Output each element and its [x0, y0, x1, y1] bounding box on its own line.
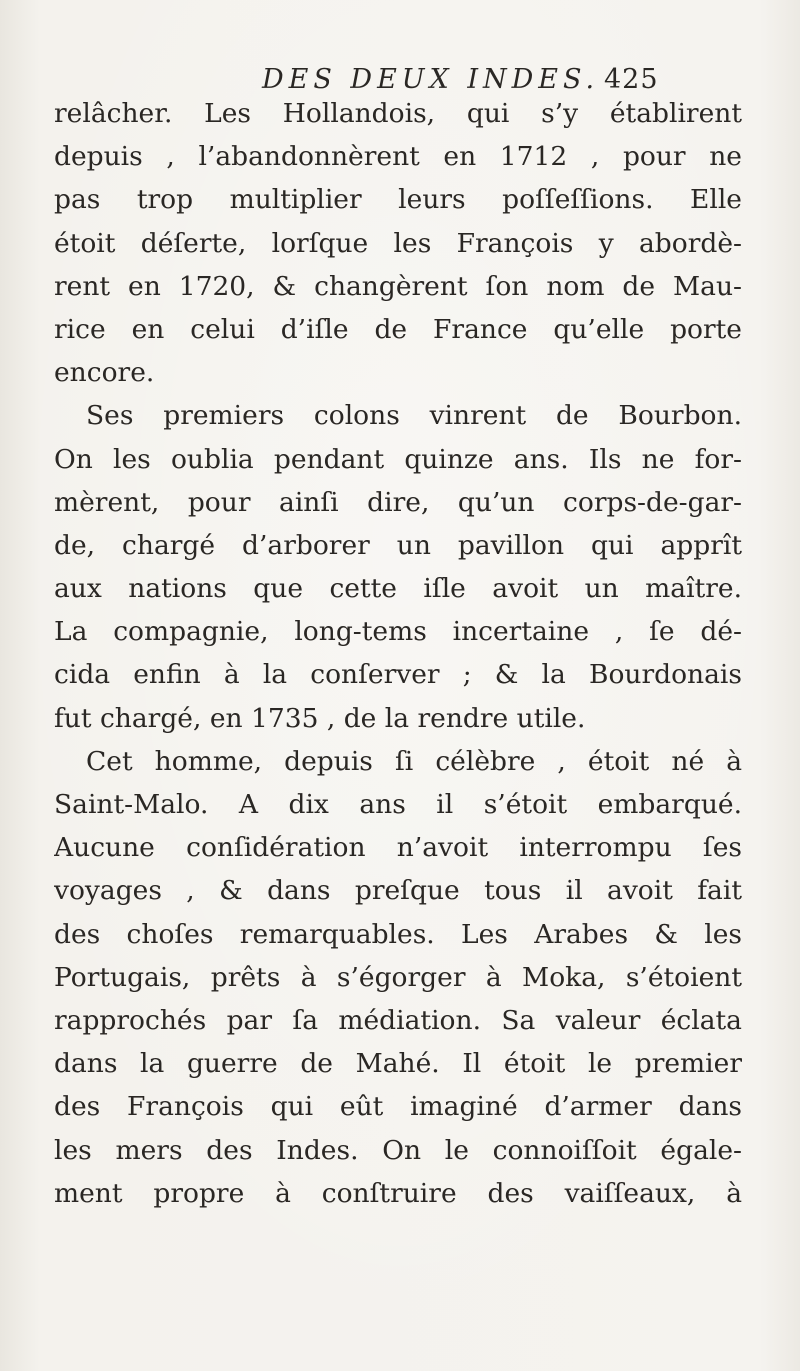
text-line: fut chargé, en 1735 , de la rendre utile.	[54, 702, 586, 734]
text-line: étoit déſerte, lorſque les François y abordè-	[54, 227, 742, 259]
body-text	[54, 92, 742, 1215]
page-number: 425	[604, 64, 659, 95]
text-line: La compagnie, long-tems incertaine , ſe dé-	[54, 616, 742, 648]
text-line: pas trop multiplier leurs poſſeſſions. Elle	[54, 184, 742, 216]
text-line: Portugais, prêts à s’égorger à Moka, s’étoient	[54, 961, 742, 993]
text-line: des François qui eût imaginé d’armer dans	[54, 1091, 742, 1123]
running-title: DES DEUX INDES.	[262, 64, 600, 95]
text-line: des choſes remarquables. Les Arabes & les	[54, 918, 742, 950]
text-line: rent en 1720, & changèrent ſon nom de Mau-	[54, 270, 742, 302]
text-line: Aucune conſidération n’avoit interrompu ſes	[54, 832, 742, 864]
text-line: Cet homme, depuis ſi célèbre , étoit né à	[86, 745, 742, 777]
text-line: Ses premiers colons vinrent de Bourbon.	[86, 400, 742, 432]
text-line: aux nations que cette iſle avoit un maître.	[54, 573, 742, 605]
text-line: rapprochés par ſa médiation. Sa valeur éclata	[54, 1004, 742, 1036]
text-line: encore.	[54, 357, 155, 389]
text-line: voyages , & dans preſque tous il avoit fait	[54, 875, 742, 907]
text-line: Saint-Malo. A dix ans il s’étoit embarqué.	[54, 789, 742, 820]
text-line: de, chargé d’arborer un pavillon qui apprît	[54, 529, 742, 561]
text-line: dans la guerre de Mahé. Il étoit le premier	[54, 1048, 742, 1080]
text-line: cida enfin à la conſerver ; & la Bourdonais	[54, 659, 742, 691]
text-line: mèrent, pour ainſi dire, qu’un corps-de-gar-	[54, 486, 742, 518]
text-line: rice en celui d’iſle de France qu’elle porte	[54, 313, 742, 345]
text-line: les mers des Indes. On le connoiſſoit égale-	[54, 1134, 742, 1166]
text-line: On les oublia pendant quinze ans. Ils ne for-	[54, 443, 742, 475]
text-line: ment propre à conſtruire des vaiſſeaux, à	[54, 1177, 742, 1209]
text-line: depuis , l’abandonnèrent en 1712 , pour ne	[54, 141, 742, 173]
text-line: relâcher. Les Hollandois, qui s’y établirent	[54, 98, 742, 129]
